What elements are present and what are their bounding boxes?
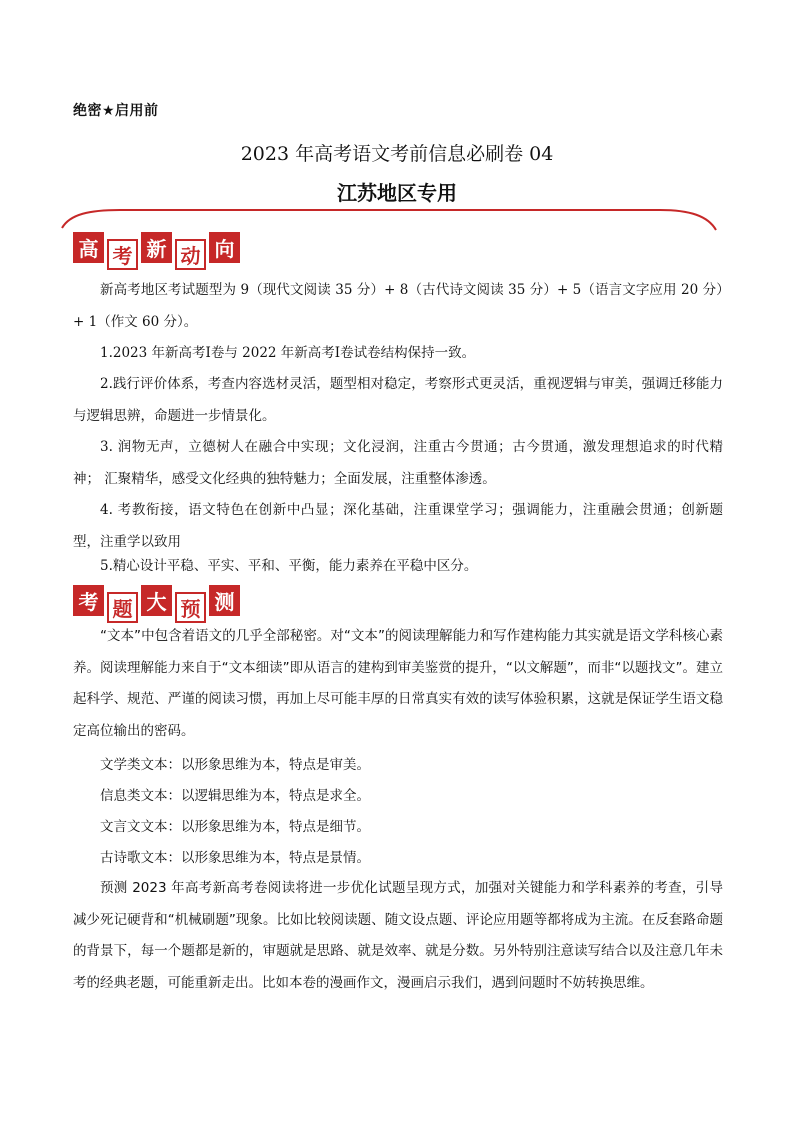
section-banner-new-trends <box>73 232 240 270</box>
paragraph: 信息类文本：以逻辑思维为本，特点是求全。 <box>100 788 370 804</box>
banner-char: 预 <box>175 592 206 623</box>
banner-char: 考 <box>73 585 104 616</box>
document-subtitle: 江苏地区专用 <box>337 181 457 205</box>
paragraph: 预测 2023 年高考新高考卷阅读将进一步优化试题呈现方式，加强对关键能力和学科素养的考查，引导减少死记硬背和“机械刷题”现象。比如比较阅读题、随文设点题、评论应用题等都将成为主流。在反套路命题的背景下，每一个题都是新的，审题就是思路、就是效率、就是分数。另外特别注意读写结合以及注意几年未考的经典老题，可能重新走出。比如本卷的漫画作文，漫画启示我们，遇到问题时不妨转换思维。 <box>73 880 723 991</box>
paragraph: 文学类文本：以形象思维为本，特点是审美。 <box>100 757 370 773</box>
paragraph: 3. 润物无声，立德树人在融合中实现；文化浸润，注重古今贯通；古今贯通，激发理想追求的时代精神； 汇聚精华，感受文化经典的独特魅力；全面发展，注重整体渗透。 <box>73 439 723 487</box>
banner-char: 向 <box>209 232 240 263</box>
banner-char: 大 <box>141 585 172 616</box>
banner-char: 测 <box>209 585 240 616</box>
secret-mark: 绝密★启用前 <box>73 103 159 119</box>
paragraph: 1.2023 年新高考Ⅰ卷与 2022 年新高考Ⅰ卷试卷结构保持一致。 <box>100 345 476 361</box>
banner-char: 动 <box>175 239 206 270</box>
banner-char: 题 <box>107 592 138 623</box>
paragraph: 4. 考教衔接，语文特色在创新中凸显；深化基础，注重课堂学习；强调能力，注重融会贯通；创新题型，注重学以致用 <box>73 502 723 550</box>
paragraph: 文言文文本：以形象思维为本，特点是细节。 <box>100 819 370 835</box>
paragraph: 2.践行评价体系，考查内容选材灵活，题型相对稳定，考察形式更灵活，重视逻辑与审美，强调迁移能力与逻辑思辨，命题进一步情景化。 <box>73 376 723 424</box>
section-banner-predictions <box>73 585 240 623</box>
paragraph: 5.精心设计平稳、平实、平和、平衡，能力素养在平稳中区分。 <box>100 558 478 574</box>
banner-char: 考 <box>107 239 138 270</box>
document-title: 2023 年高考语文考前信息必刷卷 04 <box>240 143 554 165</box>
paragraph: 新高考地区考试题型为 9（现代文阅读 35 分）+ 8（古代诗文阅读 35 分）+ 5（语言文字应用 20 分）+ 1（作文 60 分）。 <box>73 282 723 330</box>
banner-char: 高 <box>73 232 104 263</box>
paragraph: 古诗歌文本：以形象思维为本，特点是景情。 <box>100 850 370 866</box>
paragraph: “文本”中包含着语文的几乎全部秘密。对“文本”的阅读理解能力和写作建构能力其实就是语文学科核心素养。阅读理解能力来自于“文本细读”即从语言的建构到审美鉴赏的提升，“以文解题”，而非“以题找文”。建立起科学、规范、严谨的阅读习惯，再加上尽可能丰厚的日常真实有效的读写体验积累，这就是保证学生语文稳定高位输出的密码。 <box>73 628 723 739</box>
banner-char: 新 <box>141 232 172 263</box>
